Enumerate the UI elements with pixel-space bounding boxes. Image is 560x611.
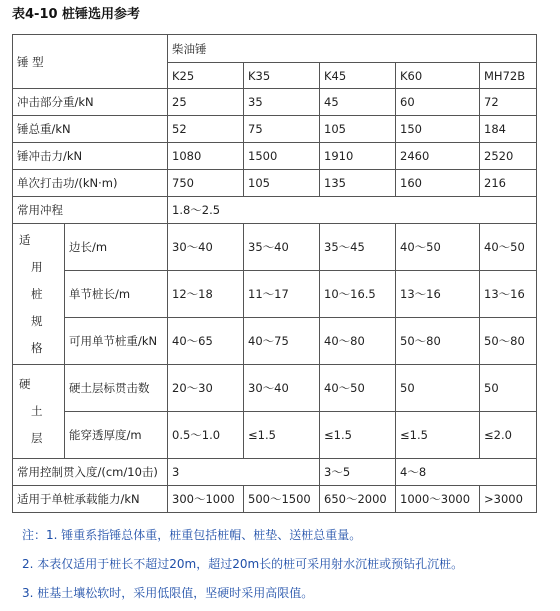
row-label: 冲击部分重/kN [13,89,168,116]
group-char: 规 [31,313,43,328]
table-cell: 45 [320,89,396,116]
table-cell: 650～2000 [320,486,396,513]
table-cell: 35～45 [320,224,396,271]
row-label: 常用冲程 [13,197,168,224]
table-cell: 40～50 [320,365,396,412]
model-header: K25 [168,63,244,89]
table-row [13,365,537,412]
table-cell: 13～16 [396,271,480,318]
hard-soil-group-label [13,365,65,459]
table-cell: ≤1.5 [244,412,320,459]
table-cell: 30～40 [244,365,320,412]
row-label: 单次打击功/(kN·m) [13,170,168,197]
hammer-type-label: 锤 型 [13,35,168,89]
table-cell: 184 [480,116,537,143]
table-cell: 1080 [168,143,244,170]
table-cell: 40～80 [320,318,396,365]
table-row [13,271,537,318]
table-cell: 40～65 [168,318,244,365]
table-cell: 135 [320,170,396,197]
table-cell: >3000 [480,486,537,513]
model-header: K60 [396,63,480,89]
table-cell: 40～75 [244,318,320,365]
table-cell: ≤1.5 [396,412,480,459]
table-row [13,486,537,513]
table-cell: 20～30 [168,365,244,412]
row-label: 硬土层标贯击数 [65,365,168,412]
table-cell: 1000～3000 [396,486,480,513]
table-row [13,170,537,197]
note-line: 2. 本表仅适用于桩长不超过20m，超过20m长的桩可采用射水沉桩或预钻孔沉桩。 [22,557,464,571]
table-cell: 150 [396,116,480,143]
table-cell: 3 [168,459,320,486]
model-header: K35 [244,63,320,89]
table-cell: 300～1000 [168,486,244,513]
table-cell: 12～18 [168,271,244,318]
table-row [13,143,537,170]
row-label: 锤冲击力/kN [13,143,168,170]
model-header: K45 [320,63,396,89]
table-cell: 0.5～1.0 [168,412,244,459]
table-cell: 1500 [244,143,320,170]
table-cell: 72 [480,89,537,116]
table-cell: 50～80 [480,318,537,365]
table-cell: 216 [480,170,537,197]
table-cell: 750 [168,170,244,197]
row-label: 适用于单桩承载能力/kN [13,486,168,513]
table-title: 表4-10 桩锤选用参考 [12,7,141,22]
group-char: 土 [31,404,43,418]
table-cell: 50～80 [396,318,480,365]
group-char: 桩 [31,286,43,301]
table-cell: 1910 [320,143,396,170]
table-cell: ≤1.5 [320,412,396,459]
table-cell: 60 [396,89,480,116]
table-row [13,412,537,459]
table-cell: 40～50 [396,224,480,271]
table-cell: 35～40 [244,224,320,271]
table-cell: 11～17 [244,271,320,318]
note-line: 3. 桩基土壤松软时，采用低限值，坚硬时采用高限值。 [22,586,314,600]
table-cell: 35 [244,89,320,116]
table-cell: 2520 [480,143,537,170]
table-cell: 50 [396,365,480,412]
table-row [13,197,537,224]
table-cell: 13～16 [480,271,537,318]
header-row-group [13,35,537,63]
row-label: 单节桩长/m [65,271,168,318]
group-char: 适 [19,232,31,247]
table-cell: 50 [480,365,537,412]
table-cell: ≤2.0 [480,412,537,459]
group-char: 用 [31,259,43,274]
table-cell: 1.8～2.5 [168,197,537,224]
table-cell: 500～1500 [244,486,320,513]
table-row [13,224,537,271]
table-cell: 105 [244,170,320,197]
table-cell: 75 [244,116,320,143]
group-char: 格 [31,340,43,355]
group-char: 硬 [19,377,31,391]
table-row [13,89,537,116]
table-cell: 52 [168,116,244,143]
group-char: 层 [31,431,43,445]
row-label: 常用控制贯入度/(cm/10击) [13,459,168,486]
table-cell: 30～40 [168,224,244,271]
table-cell: 40～50 [480,224,537,271]
row-label: 能穿透厚度/m [65,412,168,459]
pile-hammer-table [12,34,537,513]
table-cell: 10～16.5 [320,271,396,318]
row-label: 锤总重/kN [13,116,168,143]
table-row [13,318,537,365]
table-cell: 2460 [396,143,480,170]
table-cell: 105 [320,116,396,143]
table-row [13,116,537,143]
table-notes [22,521,463,608]
diesel-hammer-label: 柴油锤 [168,35,537,63]
model-header: MH72B [480,63,537,89]
table-cell: 160 [396,170,480,197]
note-line: 注：1. 锤重系指锤总体重，桩重包括桩帽、桩垫、送桩总重量。 [22,528,362,542]
table-cell: 3～5 [320,459,396,486]
table-row [13,459,537,486]
table-cell: 4～8 [396,459,537,486]
table-cell: 25 [168,89,244,116]
row-label: 可用单节桩重/kN [65,318,168,365]
row-label: 边长/m [65,224,168,271]
pile-spec-group-label [13,224,65,365]
